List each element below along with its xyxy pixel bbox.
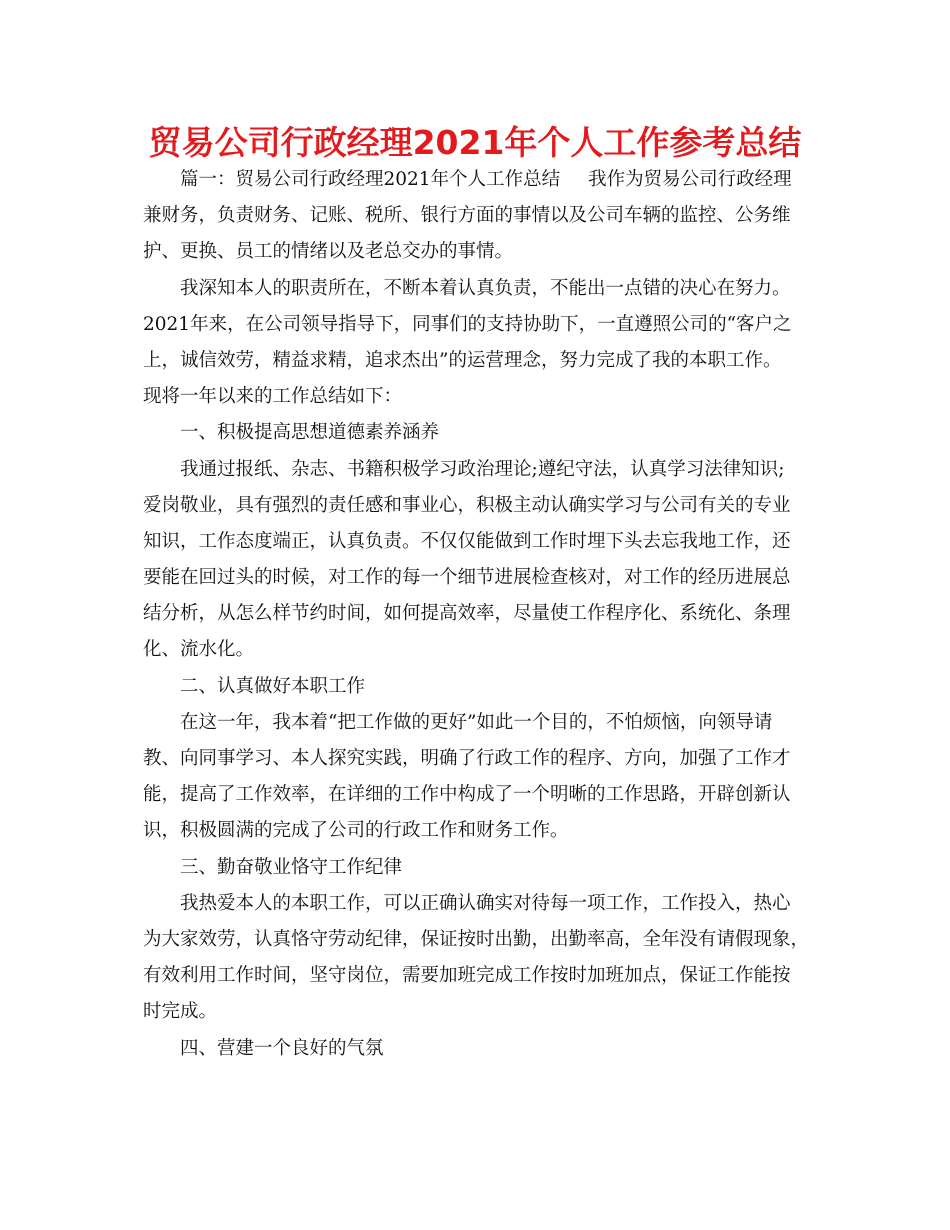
body-line-10: 爱岗敬业，具有强烈的责任感和事业心，积极主动认确实学习与公司有关的专业: [143, 494, 791, 516]
body-line-22: 为大家效劳，认真恪守劳动纪律，保证按时出勤，出勤率高，全年没有请假现象，: [143, 928, 810, 950]
section-heading-4: 四、营建一个良好的气氛: [180, 1037, 384, 1059]
section-heading-2: 二、认真做好本职工作: [180, 675, 366, 697]
body-line-4: 我深知本人的职责所在，不断本着认真负责，不能出一点错的决心在努力。: [180, 277, 791, 299]
section-heading-3: 三、勤奋敬业恪守工作纪律: [180, 856, 403, 878]
body-line-21: 我热爱本人的本职工作，可以正确认确实对待每一项工作，工作投入，热心: [180, 892, 791, 914]
section-heading-1: 一、积极提高思想道德素养涵养: [180, 422, 440, 444]
body-line-1-text: 篇一：贸易公司行政经理2021年个人工作总结: [180, 169, 561, 190]
body-line-3: 护、更换、员工的情绪以及老总交办的事情。: [143, 241, 514, 263]
body-line-18: 能，提高了工作效率，在详细的工作中构成了一个明晰的工作思路，开辟创新认: [143, 784, 791, 806]
body-line-5: 2021年来，在公司领导指导下，同事们的支持协助下，一直遵照公司的“客户之: [143, 313, 792, 335]
document-body: [143, 162, 808, 1067]
body-line-17: 教、向同事学习、本人探究实践，明确了行政工作的程序、方向，加强了工作才: [143, 748, 791, 769]
body-line-9: 我通过报纸、杂志、书籍积极学习政治理论;遵纪守法，认真学习法律知识;: [180, 458, 785, 480]
body-line-13: 结分析，从怎么样节约时间，如何提高效率，尽量使工作程序化、系统化、条理: [143, 603, 791, 625]
body-line-23: 有效利用工作时间，坚守岗位，需要加班完成工作按时加班加点，保证工作能按: [143, 965, 791, 987]
body-line-14: 化、流水化。: [143, 639, 255, 661]
body-line-19: 识，积极圆满的完成了公司的行政工作和财务工作。: [143, 820, 569, 842]
body-line-16: 在这一年，我本着“把工作做的更好”如此一个目的，不怕烦恼，向领导请: [180, 711, 773, 733]
document-title: 贸易公司行政经理2021年个人工作参考总结: [148, 123, 802, 162]
body-line-24: 时完成。: [143, 1001, 218, 1023]
body-line-12: 要能在回过头的时候，对工作的每一个细节进展检查核对，对工作的经历进展总: [143, 567, 791, 589]
body-line-1: [143, 162, 808, 198]
body-line-2: 兼财务，负责财务、记账、税所、银行方面的事情以及公司车辆的监控、公务维: [143, 205, 791, 227]
body-line-11: 知识，工作态度端正，认真负责。不仅仅能做到工作时埋下头去忘我地工作，还: [143, 530, 791, 552]
body-line-6: 上，诚信效劳，精益求精，追求杰出”的运营理念，努力完成了我的本职工作。: [143, 349, 782, 371]
body-line-7: 现将一年以来的工作总结如下：: [143, 386, 403, 408]
body-line-1-tail: 我作为贸易公司行政经理: [588, 169, 792, 190]
